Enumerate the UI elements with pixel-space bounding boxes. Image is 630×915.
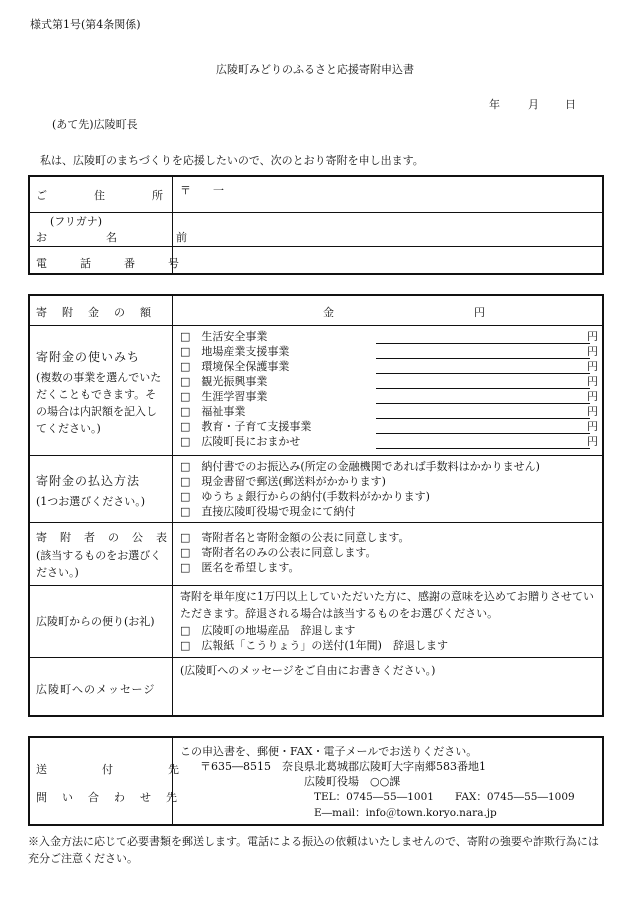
publish-list bbox=[173, 529, 602, 585]
contact-intro: この申込書を、郵便・FAX・電子メールでお送りください。 bbox=[180, 745, 478, 758]
form-number: 様式第1号(第4条関係) bbox=[30, 18, 141, 31]
usage-label: 寄附金の使いみち bbox=[36, 350, 141, 364]
address-field[interactable] bbox=[173, 178, 602, 211]
address-label: ご 住 所 bbox=[36, 189, 181, 202]
date-day: 日 bbox=[565, 98, 576, 111]
contact-office: 広陵町役場 ○○課 bbox=[304, 775, 401, 788]
amount-label: 寄 附 金 の 額 bbox=[36, 306, 153, 319]
usage-item[interactable]: □ 環境保全保護事業 bbox=[180, 360, 290, 373]
message-hint: (広陵町へのメッセージをご自由にお書きください。) bbox=[180, 664, 436, 677]
date-year: 年 bbox=[489, 98, 500, 111]
publish-label: 寄 附 者 の 公 表 bbox=[36, 531, 168, 544]
usage-item[interactable]: □ 広陵町長におまかせ bbox=[180, 435, 301, 448]
send-label: 送 付 先 bbox=[36, 763, 201, 776]
furigana-label: (フリガナ) bbox=[50, 215, 103, 228]
usage-yen: 円 bbox=[587, 405, 598, 418]
usage-yen: 円 bbox=[587, 360, 598, 373]
payment-note: (1つお選びください。) bbox=[36, 495, 146, 508]
payment-option[interactable]: □ 直接広陵町役場で現金にて納付 bbox=[180, 505, 356, 518]
name-field[interactable] bbox=[173, 213, 602, 245]
intro-text: 私は、広陵町のまちづくりを応援したいので、次のとおり寄附を申し出ます。 bbox=[40, 154, 424, 167]
gift-section bbox=[173, 586, 602, 656]
usage-amount-line[interactable] bbox=[376, 419, 590, 434]
date-month: 月 bbox=[528, 98, 539, 111]
payment-list bbox=[173, 458, 602, 522]
publish-option[interactable]: □ 寄附者名と寄附金額の公表に同意します。 bbox=[180, 531, 410, 544]
gift-text: 寄附を単年度に1万円以上していただいた方に、感謝の意味を込めてお贈りさせていただきます。辞退される場合は該当するものをお選びください。 bbox=[180, 590, 594, 620]
publish-note: (該当するものをお選びください。) bbox=[36, 549, 162, 579]
message-label: 広陵町へのメッセージ bbox=[36, 683, 156, 696]
name-label: お 名 前 bbox=[36, 231, 211, 244]
publish-option[interactable]: □ 寄附者名のみの公表に同意します。 bbox=[180, 546, 377, 559]
applicant-box bbox=[28, 175, 604, 275]
payment-option[interactable]: □ 納付書でのお振込み(所定の金融機関であれば手数料はかかりません) bbox=[180, 460, 540, 473]
usage-amount-line[interactable] bbox=[376, 434, 590, 449]
contact-box bbox=[28, 736, 604, 826]
usage-yen: 円 bbox=[587, 420, 598, 433]
usage-amount-line[interactable] bbox=[376, 329, 590, 344]
payment-option[interactable]: □ 現金書留で郵送(郵送料がかかります) bbox=[180, 475, 386, 488]
payment-option[interactable]: □ ゆうちょ銀行からの納付(手数料がかかります) bbox=[180, 490, 430, 503]
usage-yen: 円 bbox=[587, 345, 598, 358]
usage-item[interactable]: □ 教育・子育て支援事業 bbox=[180, 420, 312, 433]
usage-list bbox=[173, 328, 602, 454]
contact-email[interactable]: E―mail：info＠town.koryo.nara.jp bbox=[314, 807, 497, 819]
usage-item[interactable]: □ 福祉事業 bbox=[180, 405, 246, 418]
usage-yen: 円 bbox=[587, 330, 598, 343]
usage-item[interactable]: □ 生涯学習事業 bbox=[180, 390, 268, 403]
postal-code-mark: 〒 一 bbox=[180, 184, 224, 197]
publish-option[interactable]: □ 匿名を希望します。 bbox=[180, 561, 300, 574]
contact-address: 〒635―8515 奈良県北葛城郡広陵町大字南郷583番地1 bbox=[200, 760, 486, 773]
usage-amount-line[interactable] bbox=[376, 389, 590, 404]
gift-option[interactable]: □ 広陵町の地場産品 辞退します bbox=[180, 624, 356, 637]
gift-label: 広陵町からの便り(お礼) bbox=[36, 615, 155, 628]
usage-amount-line[interactable] bbox=[376, 359, 590, 374]
usage-item[interactable]: □ 地場産業支援事業 bbox=[180, 345, 290, 358]
phone-field[interactable] bbox=[173, 247, 602, 273]
form-title: 広陵町みどりのふるさと応援寄附申込書 bbox=[216, 63, 414, 76]
usage-amount-line[interactable] bbox=[376, 404, 590, 419]
amount-kin: 金 bbox=[323, 306, 334, 319]
payment-label: 寄附金の払込方法 bbox=[36, 474, 141, 488]
usage-amount-line[interactable] bbox=[376, 374, 590, 389]
usage-amount-line[interactable] bbox=[376, 344, 590, 359]
usage-yen: 円 bbox=[587, 390, 598, 403]
gift-option[interactable]: □ 広報紙「こうりょう」の送付(1年間) 辞退します bbox=[180, 639, 448, 652]
message-field[interactable] bbox=[173, 658, 602, 715]
usage-item[interactable]: □ 観光振興事業 bbox=[180, 375, 268, 388]
inquiry-label: 問 い 合 わ せ 先 bbox=[36, 791, 179, 804]
usage-item[interactable]: □ 生活安全事業 bbox=[180, 330, 268, 343]
usage-yen: 円 bbox=[587, 435, 598, 448]
usage-yen: 円 bbox=[587, 375, 598, 388]
usage-note: (複数の事業を選んでいただくこともできます。その場合は内訳額を記入してください。) bbox=[36, 371, 162, 435]
contact-tel-fax: TEL：0745―55―1001 FAX：0745―55―1009 bbox=[314, 791, 575, 803]
phone-label: 電 話 番 号 bbox=[36, 257, 190, 270]
amount-field[interactable] bbox=[173, 297, 602, 324]
donation-box bbox=[28, 294, 604, 717]
amount-yen: 円 bbox=[474, 306, 485, 319]
addressee: (あて先)広陵町長 bbox=[52, 118, 138, 131]
footer-note: ※入金方法に応じて必要書類を郵送します。電話による振込の依頼はいたしませんので、寄附の強要や詐欺行為には充分ご注意ください。 bbox=[28, 835, 599, 865]
